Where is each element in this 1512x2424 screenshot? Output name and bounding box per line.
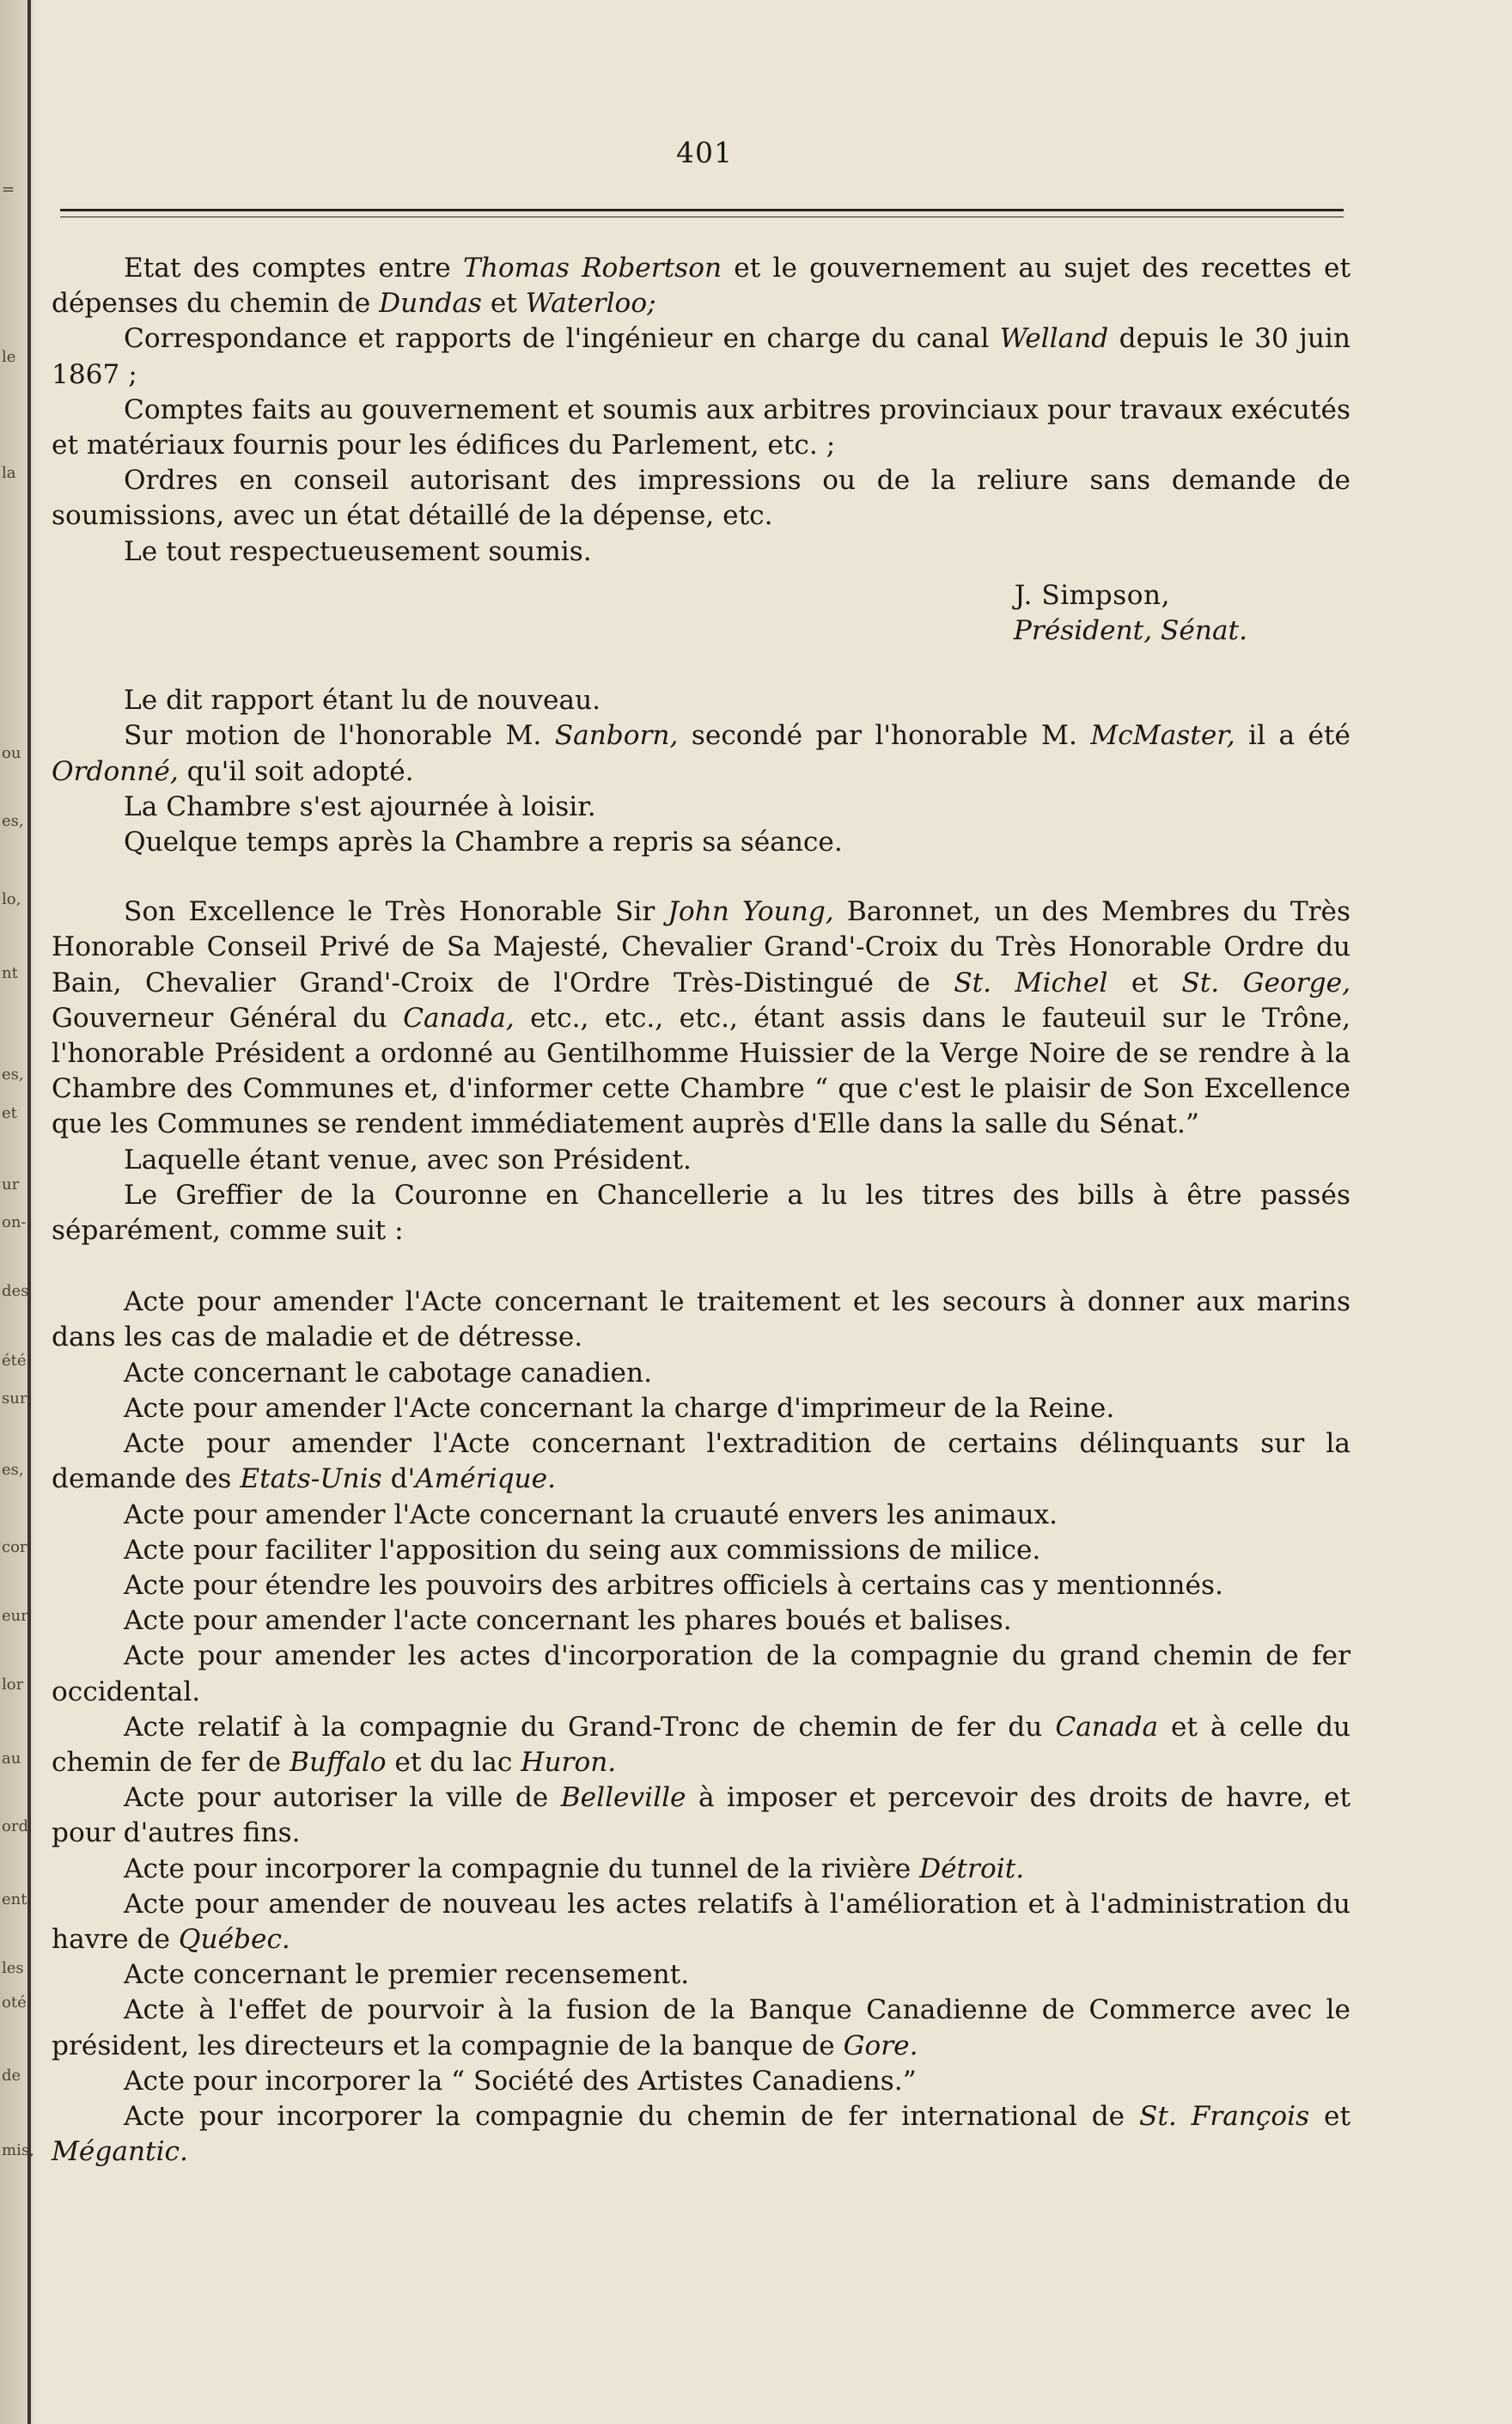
text-run: Acte pour amender de nouveau les actes relatifs à l'amélioration et à l'administration du havre de	[52, 1888, 1350, 1955]
text-run-italic: Dundas	[379, 288, 482, 320]
text-run: depuis le 30 juin 1867 ;	[52, 323, 1350, 390]
bill-item	[52, 1887, 1350, 1957]
text-run-italic: St. Michel	[954, 967, 1108, 998]
text-run: d'	[381, 1463, 416, 1495]
margin-fragment: lor	[2, 1676, 24, 1694]
margin-fragment: été	[2, 1352, 27, 1370]
report-paragraph: Ordres en conseil autorisant des impressions ou de la reliure sans demande de soumissions, avec un état détaillé de la dépense, etc.	[52, 465, 1350, 532]
text-run: il a été	[1235, 720, 1351, 752]
margin-fragment: oté	[2, 1994, 27, 2012]
text-run: Baronnet, un des Membres du Très Honorable Conseil Privé de Sa Majesté, Chevalier Grand'-Croix du Très Honorable Ordre du Bain, Chevalier Grand'-Croix de l'Ordre Très-Distingué de	[52, 896, 1350, 998]
header-rule	[60, 209, 1344, 211]
governor-line: Laquelle étant venue, avec son Président.	[124, 1144, 692, 1175]
bill-item: Acte concernant le cabotage canadien.	[124, 1357, 653, 1389]
margin-fragment: la	[2, 464, 16, 482]
page-body	[52, 251, 1350, 2170]
bill-item	[52, 1993, 1350, 2063]
text-run: Acte pour incorporer la compagnie du tunnel de la rivière	[124, 1853, 920, 1884]
margin-fragment: ent	[2, 1890, 27, 1908]
signature-name: J. Simpson,	[1014, 579, 1170, 611]
text-run-italic: Belleville	[560, 1782, 686, 1814]
text-run: Acte à l'effet de pourvoir à la fusion de la Banque Canadienne de Commerce avec le président, les directeurs et la compagnie de la banque de	[52, 1994, 1350, 2061]
bill-item: Acte pour étendre les pouvoirs des arbitres officiels à certains cas y mentionnés.	[124, 1569, 1223, 1601]
text-run: Acte pour incorporer la compagnie du chemin de fer international de	[124, 2100, 1139, 2132]
text-run: secondé par l'honorable M.	[678, 720, 1091, 752]
governor-paragraph	[52, 894, 1350, 1142]
text-run: et	[1107, 967, 1182, 998]
text-run-italic: Gore.	[843, 2030, 918, 2061]
margin-fragment: nt	[2, 964, 18, 982]
bill-item: Acte pour amender les actes d'incorporation de la compagnie du grand chemin de fer occidental.	[52, 1640, 1350, 1707]
bill-item: Acte pour incorporer la “ Société des Artistes Canadiens.”	[124, 2065, 917, 2097]
governor-line: Le Greffier de la Couronne en Chancellerie a lu les titres des bills à être passés séparément, comme suit :	[52, 1179, 1350, 1247]
text-run-italic: John Young,	[668, 896, 834, 928]
report-paragraph: Comptes faits au gouvernement et soumis aux arbitres provinciaux pour travaux exécutés et matériaux fournis pour les édifices du Parlement, etc. ;	[52, 394, 1350, 461]
bill-item: Acte pour faciliter l'apposition du seing aux commissions de milice.	[124, 1534, 1041, 1566]
text-run: et du lac	[386, 1746, 521, 1778]
text-run-italic: Détroit.	[919, 1853, 1025, 1884]
bill-item	[52, 1710, 1350, 1780]
text-run-italic: Québec.	[178, 1923, 290, 1955]
text-run: et le gouvernement au sujet des recettes et dépenses du chemin de	[52, 253, 1350, 320]
proceedings-line: Quelque temps après la Chambre a repris sa séance.	[124, 827, 843, 858]
margin-fragment: ou	[2, 744, 21, 762]
bill-item	[52, 1852, 1350, 1887]
text-run: Acte pour autoriser la ville de	[124, 1782, 561, 1814]
text-run: et à celle du chemin de fer de	[52, 1711, 1350, 1778]
text-run-italic: Canada,	[403, 1002, 515, 1034]
page-number: 401	[676, 136, 733, 169]
margin-fragment: es,	[2, 1065, 24, 1084]
margin-fragment: au	[2, 1749, 21, 1768]
margin-fragment: le	[2, 348, 16, 366]
text-run: Acte pour amender l'Acte concernant l'extradition de certains délinquants sur la demande des	[52, 1428, 1350, 1495]
margin-fragment: ur	[2, 1175, 20, 1194]
text-run-italic: Amérique.	[415, 1463, 556, 1495]
bill-item: Acte concernant le premier recensement.	[124, 1959, 690, 1991]
report-paragraph: Le tout respectueusement soumis.	[124, 535, 592, 567]
bills-list	[52, 1285, 1350, 2170]
text-run: à imposer et percevoir des droits de havre, et pour d'autres fins.	[52, 1782, 1350, 1849]
margin-fragment: on-	[2, 1213, 27, 1231]
text-run-italic: Huron.	[521, 1746, 617, 1778]
proceedings-section	[52, 683, 1350, 860]
proceedings-line: Le dit rapport étant lu de nouveau.	[124, 685, 601, 717]
text-run: qu'il soit adopté.	[178, 755, 414, 787]
bill-item	[52, 1426, 1350, 1497]
governor-section	[52, 894, 1350, 1249]
text-run-italic: Buffalo	[290, 1746, 387, 1778]
binding-rule	[27, 0, 31, 2424]
text-run-italic: Etats-Unis	[240, 1463, 382, 1495]
bill-item: Acte pour amender l'acte concernant les phares boués et balises.	[124, 1605, 1012, 1637]
text-run: Son Excellence le Très Honorable Sir	[124, 896, 668, 928]
text-run: Gouverneur Général du	[52, 1002, 404, 1034]
bill-item	[52, 2099, 1350, 2170]
signature-title: Président, Sénat.	[1013, 615, 1247, 647]
report-paragraph	[52, 251, 1350, 321]
proceedings-line: La Chambre s'est ajournée à loisir.	[124, 791, 596, 822]
margin-fragment: =	[2, 180, 15, 198]
text-run-italic: Thomas Robertson	[463, 253, 722, 284]
senator-name: McMaster,	[1090, 720, 1235, 752]
ordered-keyword: Ordonné,	[52, 755, 179, 787]
margin-fragment: cor	[2, 1538, 27, 1556]
text-run-italic: Waterloo;	[525, 288, 656, 320]
report-paragraph	[52, 321, 1350, 392]
bill-item: Acte pour amender l'Acte concernant la charge d'imprimeur de la Reine.	[124, 1392, 1115, 1424]
text-run: Etat des comptes entre	[124, 253, 463, 284]
margin-fragment: les	[2, 1959, 24, 1977]
text-run: et	[481, 288, 526, 320]
text-run: et	[1309, 2100, 1351, 2132]
margin-fragment: mis,	[2, 2141, 34, 2159]
report-section	[52, 251, 1350, 649]
bill-item	[52, 1780, 1350, 1851]
margin-fragment: lo,	[2, 890, 21, 908]
margin-fragment: es,	[2, 812, 24, 830]
margin-fragment: des	[2, 1282, 29, 1300]
text-run-italic: Canada	[1055, 1711, 1159, 1743]
margin-fragment: eur	[2, 1607, 28, 1625]
motion-paragraph	[52, 718, 1350, 789]
text-run-italic: St. François	[1139, 2100, 1310, 2132]
text-run: Correspondance et rapports de l'ingénieur en charge du canal	[124, 323, 1000, 355]
bill-item: Acte pour amender l'Acte concernant le traitement et les secours à donner aux marins dans les cas de maladie et de détresse.	[52, 1286, 1350, 1353]
text-run-italic: St. George,	[1181, 967, 1350, 998]
bill-item: Acte pour amender l'Acte concernant la cruauté envers les animaux.	[124, 1499, 1058, 1530]
text-run: Sur motion de l'honorable M.	[124, 720, 555, 752]
margin-fragment: de	[2, 2067, 21, 2085]
senator-name: Sanborn,	[554, 720, 679, 752]
text-run-italic: Mégantic.	[52, 2136, 188, 2168]
text-run-italic: Welland	[999, 323, 1109, 355]
text-run: etc., etc., etc., étant assis dans le fauteuil sur le Trône, l'honorable Président a ordonné au Gentilhomme Huissier de la Verge Noire de se rendre à la Chambre des Communes et, d'informer cette Chambre “ que c'est le plaisir de Son Excellence que les Communes se rendent immédiatement auprès d'Elle dans la salle du Sénat.”	[52, 1002, 1350, 1140]
text-run: Acte relatif à la compagnie du Grand-Tronc de chemin de fer du	[124, 1711, 1056, 1743]
margin-fragment: et	[2, 1104, 17, 1122]
margin-fragment: sur	[2, 1389, 27, 1407]
margin-fragment: ord	[2, 1817, 28, 1835]
margin-fragment: es,	[2, 1461, 24, 1479]
